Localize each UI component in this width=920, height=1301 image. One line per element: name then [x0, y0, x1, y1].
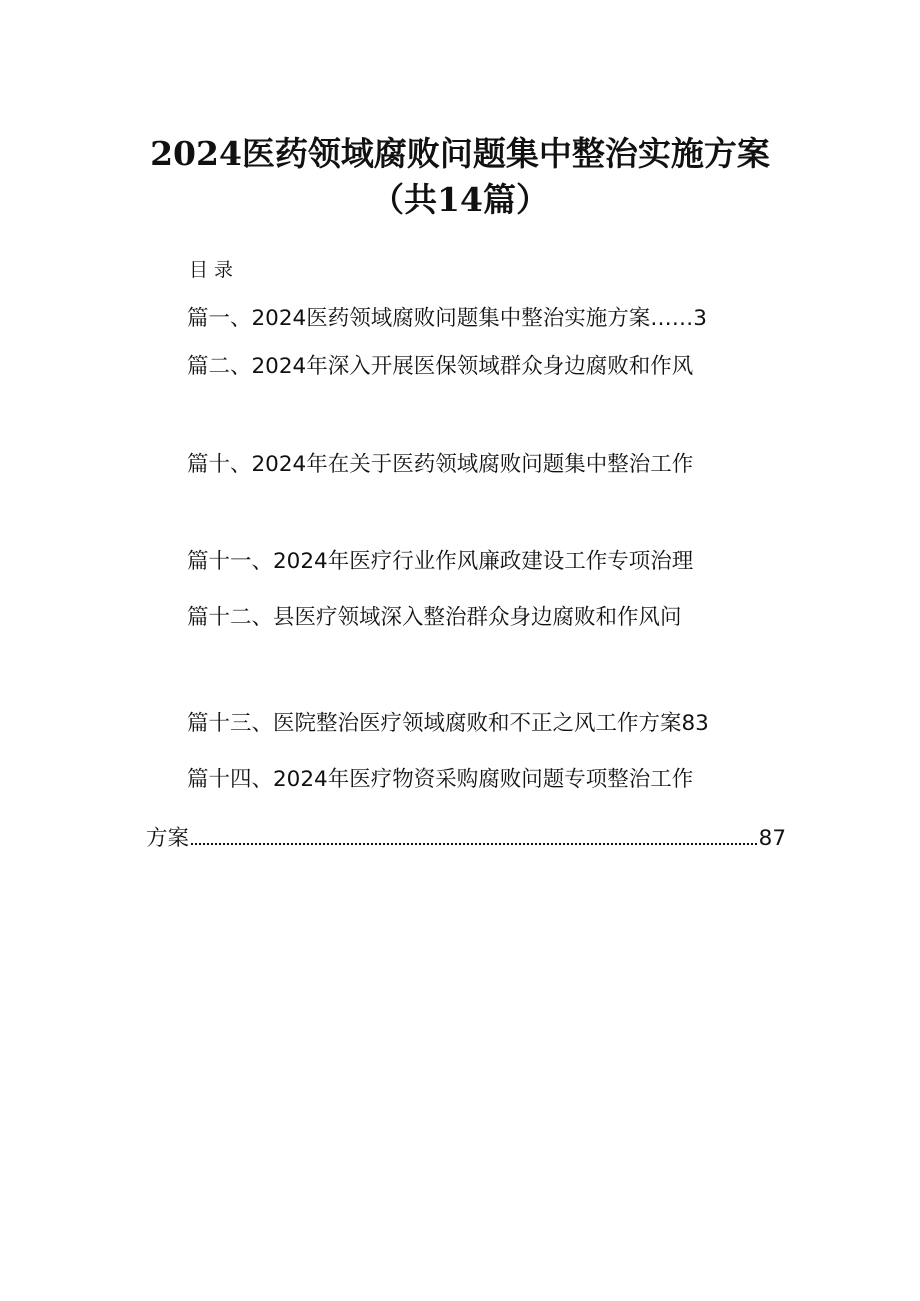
toc-entry[interactable]: 篇二、2024年深入开展医保领域群众身边腐败和作风 [187, 354, 694, 379]
document-subtitle: （共14篇） [371, 180, 549, 219]
toc-entry-continuation[interactable] [146, 823, 786, 851]
document-title: 2024医药领域腐败问题集中整治实施方案 [150, 134, 770, 173]
toc-entry[interactable]: 篇十三、医院整治医疗领域腐败和不正之风工作方案83 [187, 711, 709, 736]
toc-heading: 目录 [189, 259, 240, 281]
toc-entry-continuation-text: 方案 [146, 826, 190, 851]
toc-entry[interactable]: 篇一、2024医药领域腐败问题集中整治实施方案……3 [187, 306, 707, 331]
toc-dot-leader [191, 823, 757, 845]
toc-page-number: 87 [758, 826, 786, 851]
toc-entry[interactable]: 篇十四、2024年医疗物资采购腐败问题专项整治工作 [187, 767, 694, 792]
toc-entry[interactable]: 篇十一、2024年医疗行业作风廉政建设工作专项治理 [187, 549, 694, 574]
toc-entry[interactable]: 篇十二、县医疗领域深入整治群众身边腐败和作风问 [187, 605, 682, 630]
toc-entry[interactable]: 篇十、2024年在关于医药领域腐败问题集中整治工作 [187, 452, 694, 477]
